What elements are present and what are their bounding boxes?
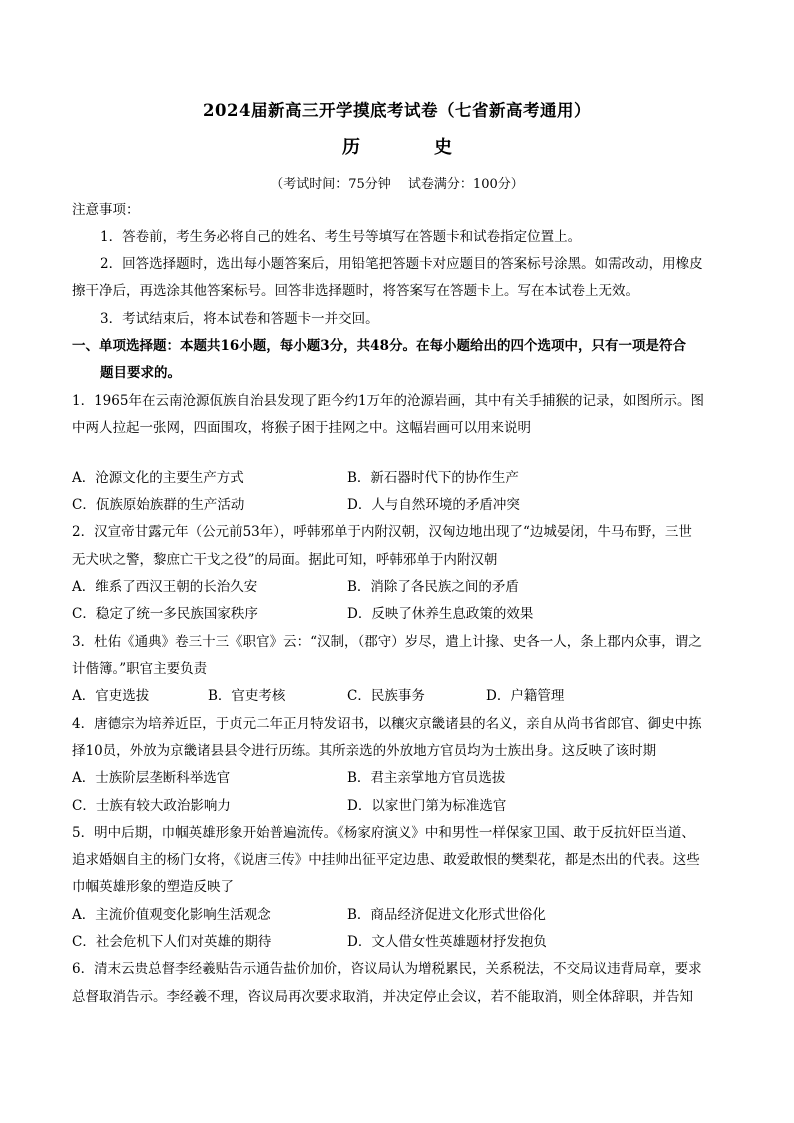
q3-option-a: A．官吏选拔 xyxy=(72,688,150,704)
q2-option-c: C．稳定了统一多民族国家秩序 xyxy=(72,606,258,622)
subject-title: 历 史 xyxy=(342,137,480,158)
q1-option-b: B．新石器时代下的协作生产 xyxy=(347,470,519,486)
q2-option-b: B．消除了各民族之间的矛盾 xyxy=(347,579,519,595)
q2-option-d: D．反映了休养生息政策的效果 xyxy=(347,606,534,622)
q4-option-b: B．君主亲掌地方官员选拔 xyxy=(347,770,506,786)
q3-option-d: D．户籍管理 xyxy=(486,688,565,704)
q6-stem-line-1: 6．清末云贵总督李经羲贴告示通告盐价加价，咨议局认为增税累民，关系税法，不交局议违背局章，要求 xyxy=(72,961,702,977)
q3-option-b: B．官吏考核 xyxy=(208,688,286,704)
note-3: 3．考试结束后，将本试卷和答题卡一并交回。 xyxy=(100,311,379,327)
q5-option-b: B．商品经济促进文化形式世俗化 xyxy=(347,907,546,923)
q5-stem-line-2: 追求婚姻自主的杨门女将，《说唐三传》中挂帅出征平定边患、敢爱敢恨的樊梨花，都是杰出的代表。这些 xyxy=(72,852,700,868)
q5-stem-line-1: 5．明中后期，巾帼英雄形象开始普遍流传。《杨家府演义》中和男性一样保家卫国、敢于反抗奸臣当道、 xyxy=(72,825,695,841)
q1-option-a: A．沧源文化的主要生产方式 xyxy=(72,470,244,486)
q4-stem-line-1: 4．唐德宗为培养近臣，于贞元二年正月特发诏书，以穰灾京畿诸县的名义，亲自从尚书省郎官、御史中拣 xyxy=(72,716,702,732)
q1-option-d: D．人与自然环境的矛盾冲突 xyxy=(347,497,520,513)
q4-option-d: D．以家世门第为标准选官 xyxy=(347,798,507,814)
section-heading-line-2: 题目要求的。 xyxy=(100,365,181,381)
q3-stem-line-2: 计偕簿。”职官主要负责 xyxy=(72,661,208,677)
q4-option-a: A．士族阶层垄断科举选官 xyxy=(72,770,231,786)
notes-heading: 注意事项： xyxy=(72,202,140,218)
q3-option-c: C．民族事务 xyxy=(347,688,425,704)
q5-option-c: C．社会危机下人们对英雄的期待 xyxy=(72,934,272,950)
q1-stem-line-2: 中两人拉起一张网，四面围攻，将猴子困于挂网之中。这幅岩画可以用来说明 xyxy=(72,420,531,436)
exam-title: 2024届新高三开学摸底考试卷（七省新高考通用） xyxy=(203,101,591,120)
note-2-line-2: 擦干净后，再选涂其他答案标号。回答非选择题时，将答案写在答题卡上。写在本试卷上无效。 xyxy=(72,283,639,299)
q1-option-c: C．佤族原始族群的生产活动 xyxy=(72,497,245,513)
q4-option-c: C．士族有较大政治影响力 xyxy=(72,798,231,814)
q3-stem-line-1: 3．杜佑《通典》卷三十三《职官》云：“汉制，（郡守）岁尽，遣上计掾、史各一人，条上郡内众事，谓之 xyxy=(72,634,702,650)
section-heading-line-1: 一、单项选择题：本题共16小题，每小题3分，共48分。在每小题给出的四个选项中，只有一项是符合 xyxy=(72,338,686,354)
exam-info: （考试时间：75分钟 试卷满分：100分） xyxy=(270,177,524,192)
q2-stem-line-2: 无犬吠之警，黎庶亡干戈之役”的局面。据此可知，呼韩邪单于内附汉朝 xyxy=(72,552,498,568)
q2-stem-line-1: 2．汉宣帝甘露元年（公元前53年），呼韩邪单于内附汉朝，汉匈边地出现了“边城晏闭，牛马布野，三世 xyxy=(72,524,692,540)
q1-stem-line-1: 1．1965年在云南沧源佤族自治县发现了距今约1万年的沧源岩画，其中有关手捕猴的记录，如图所示。图 xyxy=(72,393,705,409)
q5-option-a: A．主流价值观变化影响生活观念 xyxy=(72,907,271,923)
q6-stem-line-2: 总督取消告示。李经羲不理，咨议局再次要求取消，并决定停止会议，若不能取消，则全体辞职，并告知 xyxy=(72,989,693,1005)
note-1: 1．答卷前，考生务必将自己的姓名、考生号等填写在答题卡和试卷指定位置上。 xyxy=(100,229,582,245)
note-2-line-1: 2．回答选择题时，选出每小题答案后，用铅笔把答题卡对应题目的答案标号涂黑。如需改动，用橡皮 xyxy=(100,256,703,272)
q4-stem-line-2: 择10员，外放为京畿诸县县令进行历练。其所亲选的外放地方官员均为士族出身。这反映了该时期 xyxy=(72,743,657,759)
q5-option-d: D．文人借女性英雄题材抒发抱负 xyxy=(347,934,547,950)
q5-stem-line-3: 巾帼英雄形象的塑造反映了 xyxy=(72,879,234,895)
q2-option-a: A．维系了西汉王朝的长治久安 xyxy=(72,579,258,595)
